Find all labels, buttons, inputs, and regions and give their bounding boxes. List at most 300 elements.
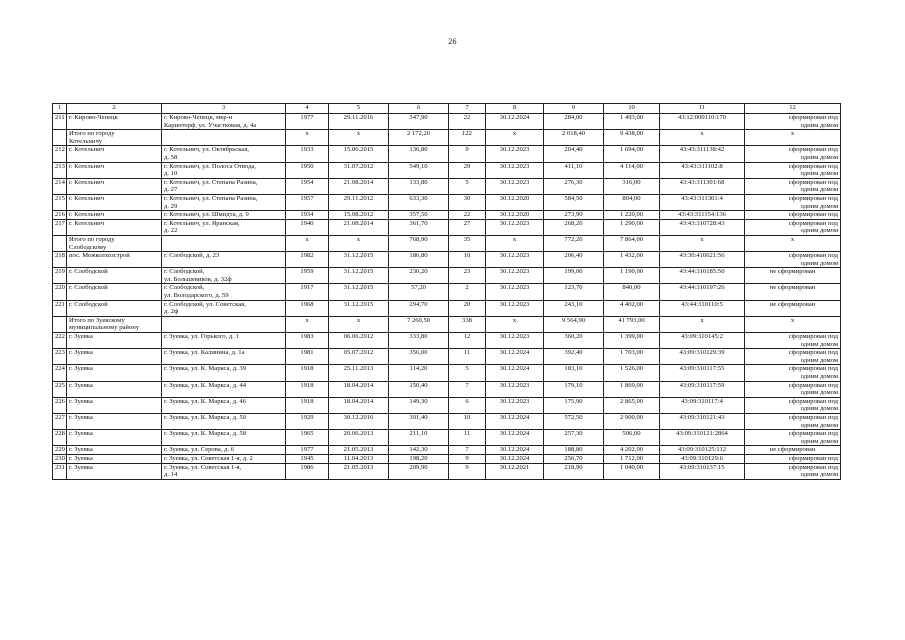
land-status-cell xyxy=(745,381,841,397)
land-status-cell: сформирован под xyxy=(745,454,841,463)
address-line2: д. 29 xyxy=(164,202,178,210)
cadastral-number-cell: 43:43:311102:8 xyxy=(660,162,745,178)
area-cell: 333,80 xyxy=(389,333,449,349)
new-area-cell: 243,10 xyxy=(544,300,604,316)
recognition-date-cell: 20.06.2013 xyxy=(329,430,389,446)
new-area-cell: 584,50 xyxy=(544,194,604,210)
new-area-cell: 206,40 xyxy=(544,252,604,268)
residents-cell: 20 xyxy=(449,300,486,316)
new-area-cell: 256,70 xyxy=(544,454,604,463)
planned-date-cell: 30.12.2021 xyxy=(486,463,544,479)
residents-cell: 338 xyxy=(449,316,486,332)
column-number-header: 5 xyxy=(329,104,389,114)
cadastral-number-cell: 43:43:311301:68 xyxy=(660,178,745,194)
area-cell: 347,90 xyxy=(389,114,449,130)
area-cell: 549,10 xyxy=(389,162,449,178)
subtotal-label-line1: Итого по городу xyxy=(69,235,115,243)
recognition-date-cell: 31.07.2012 xyxy=(329,162,389,178)
row-number-cell: 217 xyxy=(53,219,67,235)
new-area-cell: 183,10 xyxy=(544,365,604,381)
year-cell: 1933 xyxy=(286,146,329,162)
settlement-cell: г. Котельнич xyxy=(67,211,162,220)
land-status-cell xyxy=(745,430,841,446)
row-number-cell: 215 xyxy=(53,194,67,210)
settlement-cell: г. Зуевка xyxy=(67,430,162,446)
land-status-line1: сформирован под xyxy=(788,430,838,438)
column-number-header: 4 xyxy=(286,104,329,114)
subtotal-label xyxy=(67,130,162,146)
recognition-date-cell: 30.12.2016 xyxy=(329,413,389,429)
residents-cell: 6 xyxy=(449,397,486,413)
land-status-line2: одним домом xyxy=(800,389,838,397)
cadastral-number-cell: 43:43:310728:43 xyxy=(660,219,745,235)
land-status-line1: сформирован под xyxy=(788,381,838,389)
cadastral-number-cell: 43:44:310110:5 xyxy=(660,300,745,316)
land-status-line1: сформирован под xyxy=(788,194,838,202)
planned-date-cell: 30.12.2023 xyxy=(486,381,544,397)
settlement-cell: г. Котельнич xyxy=(67,146,162,162)
area-cell: 142,30 xyxy=(389,446,449,455)
cadastral-number-cell: 43:09:310125:112 xyxy=(660,446,745,455)
row-number-cell: 223 xyxy=(53,349,67,365)
land-status-cell xyxy=(745,178,841,194)
cadastral-number-cell: 43:09:310117:55 xyxy=(660,365,745,381)
land-status-line2: одним домом xyxy=(800,405,838,413)
table-row xyxy=(53,365,841,381)
subtotal-label-line2: Слободскому xyxy=(69,243,107,251)
new-area-cell: 284,00 xyxy=(544,114,604,130)
planned-date-cell: 30.12.2024 xyxy=(486,430,544,446)
address-cell xyxy=(162,194,286,210)
settlement-cell: г. Котельнич xyxy=(67,162,162,178)
subtotal-row xyxy=(53,235,841,251)
cadastral-number-cell: 43:09:310117:4 xyxy=(660,397,745,413)
planned-date-cell: 30.12.2023 xyxy=(486,219,544,235)
table-row xyxy=(53,284,841,300)
land-status-line2: одним домом xyxy=(800,373,838,380)
settlement-cell: г. Зуевка xyxy=(67,333,162,349)
land-status-cell xyxy=(745,397,841,413)
table-row xyxy=(53,219,841,235)
cost-cell: 1 220,00 xyxy=(604,211,660,220)
residents-cell: 10 xyxy=(449,413,486,429)
land-status-line1: сформирован под xyxy=(788,365,838,373)
settlement-cell: пос. Межколхозстрой xyxy=(67,252,162,268)
planned-date-cell: х xyxy=(486,235,544,251)
subtotal-label xyxy=(67,316,162,332)
address-line1: г. Зуевка, ул. Калинина, д. 1а xyxy=(164,349,245,357)
address-line1: г. Зуевка, ул. Советская 1-я, xyxy=(164,463,242,471)
year-cell: 1929 xyxy=(286,413,329,429)
land-status-line1: сформирован под xyxy=(788,463,838,471)
cost-cell: 1 703,00 xyxy=(604,349,660,365)
row-number-cell: 212 xyxy=(53,146,67,162)
area-cell: 198,20 xyxy=(389,454,449,463)
cost-cell: 1 869,00 xyxy=(604,381,660,397)
table-row xyxy=(53,146,841,162)
land-status-cell xyxy=(745,162,841,178)
table-row xyxy=(53,211,841,220)
planned-date-cell: 30.12.2023 xyxy=(486,333,544,349)
cadastral-number-cell: 43:09:310129:6 xyxy=(660,454,745,463)
address-line2: д. 27 xyxy=(164,186,178,194)
land-status-cell xyxy=(745,463,841,479)
address-cell xyxy=(162,446,286,455)
land-status-line1: сформирован под xyxy=(788,219,838,227)
new-area-cell: 572,50 xyxy=(544,413,604,429)
land-status-line2: одним домом xyxy=(800,340,838,348)
cost-cell: 41 793,00 xyxy=(604,316,660,332)
cost-cell: 804,00 xyxy=(604,194,660,210)
column-number-header: 8 xyxy=(486,104,544,114)
year-cell: х xyxy=(286,235,329,251)
cost-cell: 1 432,00 xyxy=(604,252,660,268)
land-status-line1: сформирован под xyxy=(788,162,838,170)
table-row xyxy=(53,397,841,413)
recognition-date-cell: 29.11.2012 xyxy=(329,194,389,210)
recognition-date-cell: 21.05.2013 xyxy=(329,446,389,455)
land-status-line2: одним домом xyxy=(800,170,838,178)
new-area-cell: 360,20 xyxy=(544,333,604,349)
cost-cell: 1 694,00 xyxy=(604,146,660,162)
area-cell: 356,00 xyxy=(389,349,449,365)
cost-cell: 2 900,00 xyxy=(604,413,660,429)
cost-cell: 506,00 xyxy=(604,430,660,446)
row-number-cell: 230 xyxy=(53,454,67,463)
page-number: 26 xyxy=(448,37,457,46)
cadastral-number-cell: 43:09:310129:39 xyxy=(660,349,745,365)
residents-cell: 122 xyxy=(449,130,486,146)
land-status-cell xyxy=(745,413,841,429)
settlement-cell: г. Зуевка xyxy=(67,381,162,397)
planned-date-cell: 30.12.2023 xyxy=(486,252,544,268)
address-line1: г. Кирово-Чепецк, мкр-н xyxy=(164,114,233,121)
residents-cell: 11 xyxy=(449,430,486,446)
planned-date-cell: 30.12.2024 xyxy=(486,454,544,463)
row-number-cell: 229 xyxy=(53,446,67,455)
year-cell: 1934 xyxy=(286,211,329,220)
land-status-cell: не сформирован xyxy=(745,300,841,316)
row-number-cell: 216 xyxy=(53,211,67,220)
address-line1: г. Слободской, ул. Советская, xyxy=(164,300,246,308)
address-cell xyxy=(162,252,286,268)
residents-cell: 5 xyxy=(449,365,486,381)
cadastral-number-cell: 43:44:310197:26 xyxy=(660,284,745,300)
address-line1: г. Зуевка, ул. Горького, д. 1 xyxy=(164,333,239,341)
column-number-header: 12 xyxy=(745,104,841,114)
planned-date-cell: 30.12.2023 xyxy=(486,397,544,413)
column-number-header: 6 xyxy=(389,104,449,114)
address-cell xyxy=(162,316,286,332)
land-status-line1: сформирован под xyxy=(788,114,838,121)
new-area-cell: 268,20 xyxy=(544,219,604,235)
cadastral-number-cell: х xyxy=(660,235,745,251)
planned-date-cell: 30.12.2024 xyxy=(486,349,544,365)
planned-date-cell: 30.12.2023 xyxy=(486,146,544,162)
land-status-cell xyxy=(745,252,841,268)
column-number-header: 1 xyxy=(53,104,67,114)
address-line1: г. Котельнич, ул. Яранская, xyxy=(164,219,240,227)
recognition-date-cell: х xyxy=(329,130,389,146)
table-row xyxy=(53,333,841,349)
header-row xyxy=(53,104,841,114)
planned-date-cell: 30.12.2024 xyxy=(486,446,544,455)
address-cell xyxy=(162,178,286,194)
year-cell: 1940 xyxy=(286,219,329,235)
planned-date-cell: 30.12.2023 xyxy=(486,284,544,300)
land-status-cell xyxy=(745,349,841,365)
area-cell: 357,50 xyxy=(389,211,449,220)
residents-cell: 9 xyxy=(449,463,486,479)
recognition-date-cell: 25.11.2013 xyxy=(329,365,389,381)
address-line1: г. Слободской, д. 23 xyxy=(164,252,220,260)
address-line1: г. Зуевка, ул. Советская 1-я, д. 2 xyxy=(164,454,253,462)
land-status-line1: сформирован под xyxy=(788,146,838,154)
residents-cell: 2 xyxy=(449,284,486,300)
year-cell: 1981 xyxy=(286,349,329,365)
table-row xyxy=(53,114,841,130)
new-area-cell: 772,20 xyxy=(544,235,604,251)
land-status-cell xyxy=(745,114,841,130)
recognition-date-cell: х xyxy=(329,235,389,251)
year-cell: х xyxy=(286,130,329,146)
recognition-date-cell: 31.12.2015 xyxy=(329,252,389,268)
table-row xyxy=(53,454,841,463)
address-line1: г. Зуевка, ул. К. Маркса, д. 46 xyxy=(164,397,247,405)
table-row xyxy=(53,430,841,446)
land-status-cell: х xyxy=(745,235,841,251)
year-cell: 1959 xyxy=(286,268,329,284)
area-cell: 2 172,20 xyxy=(389,130,449,146)
planned-date-cell: 30.12.2024 xyxy=(486,365,544,381)
new-area-cell: 123,70 xyxy=(544,284,604,300)
table-row xyxy=(53,381,841,397)
new-area-cell: 175,90 xyxy=(544,397,604,413)
area-cell: 57,20 xyxy=(389,284,449,300)
address-line1: г. Зуевка, ул. К. Маркса, д. 50 xyxy=(164,413,247,421)
year-cell: х xyxy=(286,316,329,332)
area-cell: 7 260,50 xyxy=(389,316,449,332)
address-cell xyxy=(162,211,286,220)
row-number-cell: 219 xyxy=(53,268,67,284)
address-cell xyxy=(162,454,286,463)
address-line1: г. Слободской, xyxy=(164,284,205,292)
cost-cell: 1 493,00 xyxy=(604,114,660,130)
planned-date-cell: 30.12.2023 xyxy=(486,178,544,194)
cost-cell: 1 712,00 xyxy=(604,454,660,463)
table-row xyxy=(53,463,841,479)
residents-cell: 27 xyxy=(449,219,486,235)
row-number-cell xyxy=(53,130,67,146)
address-cell xyxy=(162,397,286,413)
cost-cell: 4 114,00 xyxy=(604,162,660,178)
cadastral-number-cell: 43:30:410621:56 xyxy=(660,252,745,268)
planned-date-cell: 30.12.2020 xyxy=(486,194,544,210)
cost-cell: 1 526,00 xyxy=(604,365,660,381)
address-line1: г. Зуевка, ул. К. Маркса, д. 58 xyxy=(164,430,247,438)
new-area-cell: 218,90 xyxy=(544,463,604,479)
land-status-cell xyxy=(745,333,841,349)
column-number-header: 2 xyxy=(67,104,162,114)
column-number-header: 7 xyxy=(449,104,486,114)
address-cell xyxy=(162,430,286,446)
land-status-line1: сформирован под xyxy=(788,397,838,405)
land-status-cell: сформирован под xyxy=(745,211,841,220)
cadastral-number-cell: 43:12:000110:170 xyxy=(660,114,745,130)
table-row xyxy=(53,252,841,268)
settlement-cell: г. Кирово-Чепецк xyxy=(67,114,162,130)
recognition-date-cell: 05.07.2012 xyxy=(329,349,389,365)
recognition-date-cell: 21.08.2014 xyxy=(329,178,389,194)
address-cell xyxy=(162,413,286,429)
row-number-cell: 213 xyxy=(53,162,67,178)
recognition-date-cell: 18.04.2014 xyxy=(329,381,389,397)
residents-cell: 22 xyxy=(449,211,486,220)
recognition-date-cell: х xyxy=(329,316,389,332)
new-area-cell: 204,40 xyxy=(544,146,604,162)
land-status-cell xyxy=(745,365,841,381)
year-cell: 1918 xyxy=(286,397,329,413)
table-row xyxy=(53,300,841,316)
address-cell xyxy=(162,365,286,381)
residents-cell: 11 xyxy=(449,349,486,365)
address-line1: г. Зуевка, ул. К. Маркса, д. 39 xyxy=(164,365,247,373)
area-cell: 136,80 xyxy=(389,146,449,162)
address-line2: д. 10 xyxy=(164,170,178,178)
address-line2: д. 2ф xyxy=(164,308,179,316)
land-status-line1: сформирован под xyxy=(788,349,838,357)
address-line2: д. 14 xyxy=(164,471,178,479)
settlement-cell: г. Котельнич xyxy=(67,178,162,194)
table-row xyxy=(53,178,841,194)
recognition-date-cell: 21.08.2014 xyxy=(329,219,389,235)
column-number-header: 3 xyxy=(162,104,286,114)
new-area-cell: 2 018,40 xyxy=(544,130,604,146)
cadastral-number-cell: 43:09:310117:59 xyxy=(660,381,745,397)
housing-register-table xyxy=(52,103,841,480)
area-cell: 211,10 xyxy=(389,430,449,446)
cadastral-number-cell: 43:09:310121:2864 xyxy=(660,430,745,446)
row-number-cell: 225 xyxy=(53,381,67,397)
row-number-cell: 218 xyxy=(53,252,67,268)
area-cell: 150,40 xyxy=(389,381,449,397)
land-status-line2: одним домом xyxy=(800,227,838,235)
land-status-line2: одним домом xyxy=(800,202,838,210)
row-number-cell: 226 xyxy=(53,397,67,413)
subtotal-label-line1: Итого по Зуевскому xyxy=(69,316,125,324)
row-number-cell: 222 xyxy=(53,333,67,349)
year-cell: 1950 xyxy=(286,162,329,178)
residents-cell: 35 xyxy=(449,235,486,251)
address-cell xyxy=(162,333,286,349)
cost-cell: 1 040,00 xyxy=(604,463,660,479)
address-cell xyxy=(162,235,286,251)
address-line1: г. Котельнич, ул. Полоса Отвода, xyxy=(164,162,256,170)
residents-cell: 5 xyxy=(449,178,486,194)
cadastral-number-cell: 43:44:310185:50 xyxy=(660,268,745,284)
new-area-cell: 411,10 xyxy=(544,162,604,178)
cost-cell: 1 290,00 xyxy=(604,219,660,235)
year-cell: 1968 xyxy=(286,300,329,316)
table-row xyxy=(53,413,841,429)
address-cell xyxy=(162,381,286,397)
settlement-cell: г. Котельнич xyxy=(67,219,162,235)
new-area-cell: 276,30 xyxy=(544,178,604,194)
area-cell: 633,30 xyxy=(389,194,449,210)
year-cell: 1957 xyxy=(286,194,329,210)
row-number-cell: 214 xyxy=(53,178,67,194)
column-number-header: 9 xyxy=(544,104,604,114)
column-number-header: 11 xyxy=(660,104,745,114)
year-cell: 1954 xyxy=(286,178,329,194)
new-area-cell: 199,00 xyxy=(544,268,604,284)
land-status-line2: одним домом xyxy=(800,421,838,429)
area-cell: 361,70 xyxy=(389,219,449,235)
land-status-line2: одним домом xyxy=(800,471,838,479)
address-cell xyxy=(162,268,286,284)
address-cell xyxy=(162,162,286,178)
area-cell: 294,70 xyxy=(389,300,449,316)
address-line2: Каринторф, ул. Участковая, д. 4а xyxy=(164,121,257,129)
settlement-cell: г. Слободской xyxy=(67,268,162,284)
land-status-line2: одним домом xyxy=(800,259,838,267)
subtotal-label-line1: Итого по городу xyxy=(69,130,115,138)
cost-cell: 840,00 xyxy=(604,284,660,300)
cadastral-number-cell: 43:43:311301:4 xyxy=(660,194,745,210)
cadastral-number-cell: 43:43:311154:136 xyxy=(660,211,745,220)
recognition-date-cell: 18.04.2014 xyxy=(329,397,389,413)
land-status-cell: х xyxy=(745,316,841,332)
recognition-date-cell: 31.12.2015 xyxy=(329,300,389,316)
land-status-line2: одним домом xyxy=(800,356,838,364)
address-line1: г. Слободской, xyxy=(164,268,205,276)
land-status-cell xyxy=(745,194,841,210)
address-line1: г. Котельнич, ул. Шмидта, д. 9 xyxy=(164,211,249,219)
year-cell: 1918 xyxy=(286,381,329,397)
planned-date-cell: 30.12.2023 xyxy=(486,300,544,316)
table-row xyxy=(53,162,841,178)
year-cell: 1977 xyxy=(286,114,329,130)
land-status-line2: одним домом xyxy=(800,153,838,161)
table-row xyxy=(53,194,841,210)
new-area-cell: 9 564,90 xyxy=(544,316,604,332)
residents-cell: 29 xyxy=(449,162,486,178)
cost-cell: 1 190,00 xyxy=(604,268,660,284)
settlement-cell: г. Слободской xyxy=(67,284,162,300)
land-status-cell xyxy=(745,219,841,235)
cadastral-number-cell: 43:09:310145:2 xyxy=(660,333,745,349)
recognition-date-cell: 11.04.2013 xyxy=(329,454,389,463)
land-status-line1: сформирован под xyxy=(788,178,838,186)
address-cell xyxy=(162,284,286,300)
area-cell: 768,90 xyxy=(389,235,449,251)
address-cell xyxy=(162,349,286,365)
area-cell: 230,20 xyxy=(389,268,449,284)
row-number-cell: 211 xyxy=(53,114,67,130)
settlement-cell: г. Зуевка xyxy=(67,413,162,429)
recognition-date-cell: 29.11.2016 xyxy=(329,114,389,130)
address-line1: г. Котельнич, ул. Степана Разина, xyxy=(164,178,258,186)
cadastral-number-cell: х xyxy=(660,316,745,332)
subtotal-label-line2: Котельничу xyxy=(69,137,103,145)
settlement-cell: г. Зуевка xyxy=(67,454,162,463)
residents-cell: 12 xyxy=(449,333,486,349)
subtotal-row xyxy=(53,130,841,146)
year-cell: 1945 xyxy=(286,454,329,463)
address-line2: ул. Володарского, д. 59 xyxy=(164,292,229,300)
planned-date-cell: 30.12.2024 xyxy=(486,413,544,429)
year-cell: 1983 xyxy=(286,333,329,349)
